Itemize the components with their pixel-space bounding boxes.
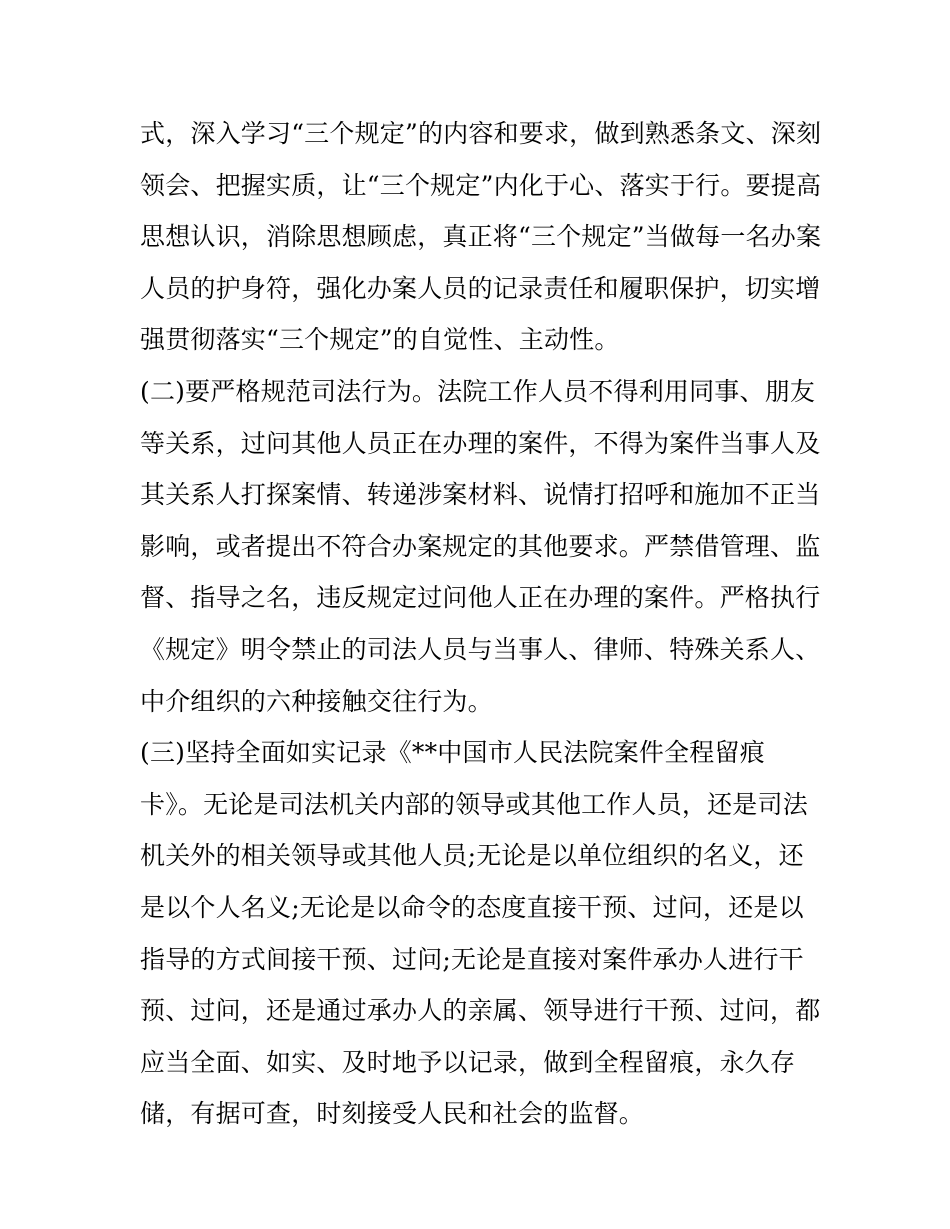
text-line: 督、指导之名，违反规定过问他人正在办理的案件。严格执行 xyxy=(140,583,821,613)
text-line: 人员的护身符，强化办案人员的记录责任和履职保护，切实增 xyxy=(140,273,821,303)
text-line: 中介组织的六种接触交往行为。 xyxy=(140,686,493,716)
text-line: 预、过问，还是通过承办人的亲属、领导进行干预、过问，都 xyxy=(140,996,821,1026)
text-line: 机关外的相关领导或其他人员;无论是以单位组织的名义，还 xyxy=(140,841,804,871)
text-line: 思想认识，消除思想顾虑，真正将“三个规定”当做每一名办案 xyxy=(140,222,822,252)
text-line: (二)要严格规范司法行为。法院工作人员不得利用同事、朋友 xyxy=(140,376,816,406)
text-line: 指导的方式间接干预、过问;无论是直接对案件承办人进行干 xyxy=(140,944,804,974)
text-line: 影响，或者提出不符合办案规定的其他要求。严禁借管理、监 xyxy=(140,531,821,561)
text-line: 是以个人名义;无论是以命令的态度直接干预、过问，还是以 xyxy=(140,892,804,922)
text-line: 其关系人打探案情、转递涉案材料、说情打招呼和施加不正当 xyxy=(140,480,821,510)
text-line: 《规定》明令禁止的司法人员与当事人、律师、特殊关系人、 xyxy=(140,634,821,664)
text-line: (三)坚持全面如实记录《**中国市人民法院案件全程留痕 xyxy=(140,738,765,768)
text-line: 领会、把握实质，让“三个规定”内化于心、落实于行。要提高 xyxy=(140,170,822,200)
document-body xyxy=(140,108,820,1140)
text-line: 卡》。无论是司法机关内部的领导或其他工作人员，还是司法 xyxy=(140,789,808,819)
text-line: 等关系，过问其他人员正在办理的案件，不得为案件当事人及 xyxy=(140,428,821,458)
text-line: 储，有据可查，时刻接受人民和社会的监督。 xyxy=(140,1099,645,1129)
text-line: 强贯彻落实“三个规定”的自觉性、主动性。 xyxy=(140,325,620,355)
text-line: 式，深入学习“三个规定”的内容和要求，做到熟悉条文、深刻 xyxy=(140,119,822,148)
text-line: 应当全面、如实、及时地予以记录，做到全程留痕，永久存 xyxy=(140,1047,796,1077)
